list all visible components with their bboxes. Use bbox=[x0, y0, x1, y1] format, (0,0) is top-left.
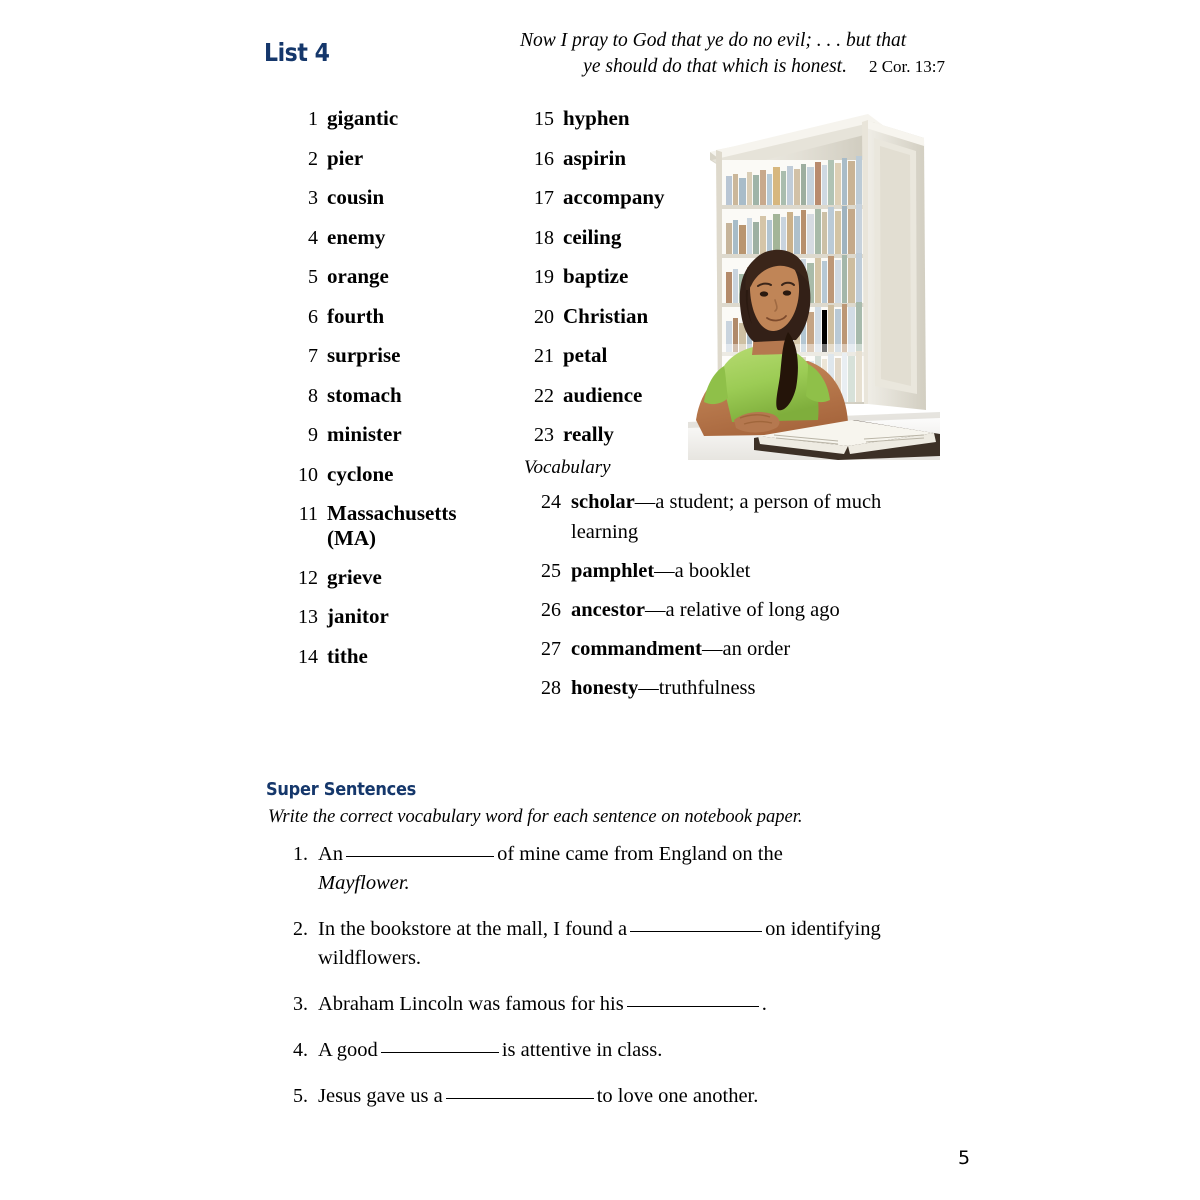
sentence-text-part: . bbox=[761, 993, 767, 1015]
word-list-item bbox=[288, 146, 518, 172]
word-text: really bbox=[563, 422, 614, 446]
vocabulary-list bbox=[529, 487, 929, 712]
page-title: List 4 bbox=[264, 38, 330, 67]
verse-line-1: Now I pray to God that ye do no evil; . . . but that bbox=[520, 30, 907, 51]
word-number: 7 bbox=[308, 345, 318, 367]
word-text: pier bbox=[327, 145, 364, 170]
answer-blank[interactable] bbox=[627, 1006, 759, 1007]
sentence-text-part: Abraham Lincoln was famous for his bbox=[318, 993, 624, 1015]
sentence-body bbox=[318, 915, 896, 973]
vocabulary-body bbox=[571, 673, 756, 703]
word-number: 6 bbox=[308, 305, 318, 328]
sentence-body bbox=[318, 990, 767, 1019]
word-list-item bbox=[288, 422, 518, 448]
scripture-verse bbox=[520, 28, 945, 80]
word-text bbox=[327, 501, 457, 551]
vocabulary-definition: —a relative of long ago bbox=[645, 599, 840, 621]
answer-blank[interactable] bbox=[346, 856, 494, 857]
vocabulary-definition: —a booklet bbox=[654, 560, 751, 582]
super-sentences-list bbox=[276, 840, 896, 1128]
word-text-main: Massachusetts bbox=[327, 501, 457, 525]
word-list-item bbox=[288, 565, 518, 591]
word-number: 8 bbox=[308, 384, 318, 407]
word-text: audience bbox=[563, 382, 643, 407]
sentence-number: 2. bbox=[293, 918, 308, 940]
word-number: 14 bbox=[298, 645, 318, 668]
vocabulary-word: scholar bbox=[571, 491, 635, 513]
sentence-item bbox=[276, 915, 896, 973]
sentence-item bbox=[276, 1082, 896, 1111]
vocabulary-item bbox=[529, 595, 929, 625]
sentence-body bbox=[318, 1036, 662, 1065]
open-book bbox=[754, 420, 940, 460]
sentence-text-part: An bbox=[318, 843, 344, 865]
word-text: accompany bbox=[563, 185, 665, 209]
word-list-item bbox=[288, 185, 518, 211]
vocabulary-item bbox=[529, 673, 929, 703]
vocabulary-item bbox=[529, 556, 929, 586]
vocabulary-word: ancestor bbox=[571, 599, 646, 621]
word-text: tithe bbox=[327, 643, 368, 668]
page-number: 5 bbox=[958, 1147, 971, 1169]
vocabulary-number: 26 bbox=[541, 599, 561, 621]
answer-blank[interactable] bbox=[446, 1098, 594, 1099]
word-number: 21 bbox=[534, 345, 554, 367]
word-text: aspirin bbox=[563, 145, 627, 170]
word-number: 12 bbox=[298, 566, 318, 589]
vocabulary-number: 27 bbox=[541, 638, 561, 660]
word-list-item bbox=[524, 304, 774, 330]
sentence-text-part: Jesus gave us a bbox=[318, 1085, 443, 1107]
vocabulary-body bbox=[571, 595, 840, 625]
word-number: 16 bbox=[534, 147, 554, 170]
word-number: 20 bbox=[534, 305, 554, 328]
word-list-right-column bbox=[524, 106, 774, 462]
vocabulary-number: 28 bbox=[541, 677, 561, 699]
word-text: stomach bbox=[327, 382, 402, 407]
vocabulary-body bbox=[571, 634, 790, 664]
sentence-body bbox=[318, 1082, 758, 1111]
word-number: 19 bbox=[534, 266, 554, 288]
vocabulary-item bbox=[529, 634, 929, 664]
word-text: ceiling bbox=[563, 224, 622, 249]
word-text: cousin bbox=[327, 185, 385, 209]
word-number: 2 bbox=[308, 147, 318, 170]
sentence-number: 1. bbox=[293, 843, 308, 865]
sentence-item bbox=[276, 990, 896, 1019]
word-list-item bbox=[288, 462, 518, 488]
word-number: 4 bbox=[308, 226, 318, 249]
vocabulary-label: Vocabulary bbox=[524, 457, 611, 478]
word-text: surprise bbox=[327, 343, 401, 367]
word-number: 22 bbox=[534, 384, 554, 407]
word-text-continued: (MA) bbox=[327, 526, 376, 550]
word-list-item bbox=[288, 106, 518, 132]
vocabulary-definition: —a student; a person of much learning bbox=[571, 491, 882, 543]
word-number: 11 bbox=[298, 503, 318, 525]
vocabulary-body bbox=[571, 487, 929, 547]
vocabulary-definition: —truthfulness bbox=[638, 677, 756, 699]
vocabulary-word: commandment bbox=[571, 638, 702, 660]
vocabulary-number: 25 bbox=[541, 560, 561, 582]
word-text: enemy bbox=[327, 224, 386, 249]
vocabulary-body bbox=[571, 556, 750, 586]
word-list-item bbox=[524, 146, 774, 172]
word-list-item bbox=[288, 383, 518, 409]
verse-line-2: ye should do that which is honest. bbox=[583, 56, 847, 77]
answer-blank[interactable] bbox=[381, 1052, 499, 1053]
super-sentences-heading: Super Sentences bbox=[266, 779, 417, 800]
word-list-item bbox=[288, 604, 518, 630]
word-list-item bbox=[288, 644, 518, 670]
sentence-text-italic: Mayflower. bbox=[318, 872, 410, 894]
verse-line-2-row bbox=[520, 54, 945, 80]
vocabulary-word: pamphlet bbox=[571, 560, 655, 582]
word-list-item bbox=[524, 343, 774, 369]
word-text: baptize bbox=[563, 264, 629, 288]
word-number: 5 bbox=[308, 266, 318, 288]
word-number: 18 bbox=[534, 226, 554, 249]
word-number: 1 bbox=[308, 108, 318, 130]
sentence-number: 4. bbox=[293, 1039, 308, 1061]
word-list-item bbox=[524, 225, 774, 251]
word-number: 3 bbox=[308, 187, 318, 209]
word-list-item bbox=[524, 185, 774, 211]
word-list-item bbox=[288, 304, 518, 330]
verse-reference: 2 Cor. 13:7 bbox=[868, 57, 945, 76]
word-list-item bbox=[288, 343, 518, 369]
word-text: Christian bbox=[563, 303, 649, 328]
vocabulary-word: honesty bbox=[571, 677, 639, 699]
word-list-item bbox=[524, 106, 774, 132]
word-number: 23 bbox=[534, 424, 554, 446]
word-text: janitor bbox=[327, 604, 389, 628]
vocabulary-item bbox=[529, 487, 929, 547]
word-text: grieve bbox=[327, 564, 382, 589]
word-number: 17 bbox=[534, 187, 554, 209]
word-number: 13 bbox=[298, 606, 318, 628]
word-number: 15 bbox=[534, 108, 554, 130]
sentence-text-part: to love one another. bbox=[596, 1085, 759, 1107]
word-text: cyclone bbox=[327, 461, 394, 486]
sentence-item bbox=[276, 840, 896, 898]
sentence-body bbox=[318, 840, 783, 898]
word-number: 9 bbox=[308, 424, 318, 446]
word-list-item bbox=[288, 264, 518, 290]
sentence-text-part: is attentive in class. bbox=[501, 1039, 663, 1061]
word-text: gigantic bbox=[327, 106, 399, 130]
word-list-item bbox=[524, 422, 774, 448]
word-text: fourth bbox=[327, 303, 385, 328]
word-text: orange bbox=[327, 264, 389, 288]
vocabulary-number: 24 bbox=[541, 491, 561, 513]
word-list-item bbox=[288, 225, 518, 251]
sentence-text-part: A good bbox=[318, 1039, 378, 1061]
word-text: hyphen bbox=[563, 106, 630, 130]
word-list-item bbox=[524, 383, 774, 409]
vocabulary-definition: —an order bbox=[701, 638, 791, 660]
sentence-item bbox=[276, 1036, 896, 1065]
word-text: petal bbox=[563, 343, 608, 367]
sentence-text-part: on identifying wildflowers. bbox=[318, 918, 881, 969]
word-list-item bbox=[288, 501, 518, 551]
sentence-text-part: of mine came from England on the bbox=[497, 843, 783, 865]
answer-blank[interactable] bbox=[630, 931, 762, 932]
super-sentences-directions: Write the correct vocabulary word for each sentence on notebook paper. bbox=[268, 807, 803, 827]
word-list-item bbox=[524, 264, 774, 290]
sentence-number: 3. bbox=[293, 993, 308, 1015]
word-text: minister bbox=[327, 422, 402, 446]
sentence-text-part: In the bookstore at the mall, I found a bbox=[318, 918, 628, 940]
sentence-number: 5. bbox=[293, 1085, 308, 1107]
word-list-left-column bbox=[288, 106, 518, 683]
word-number: 10 bbox=[298, 463, 318, 486]
